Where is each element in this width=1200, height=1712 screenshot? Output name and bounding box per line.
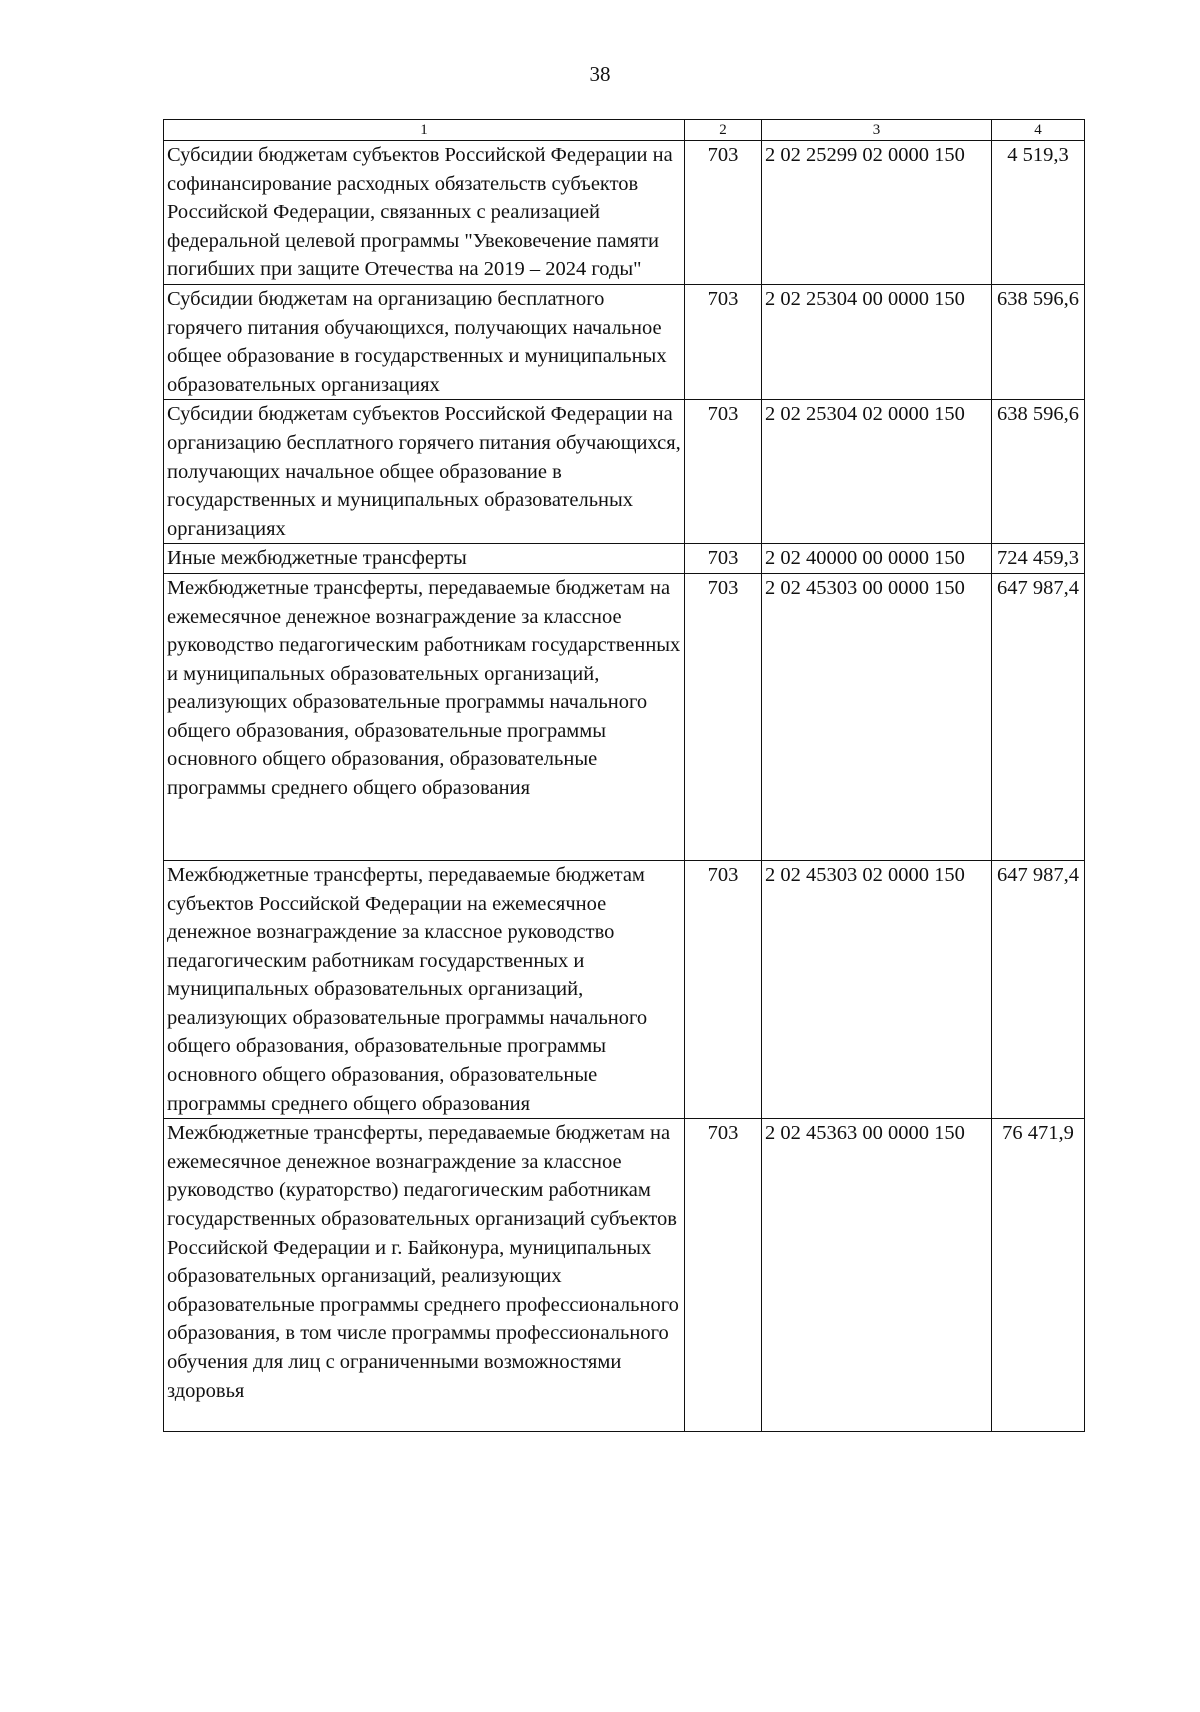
column-header-2: 2	[685, 120, 762, 141]
row-name: Субсидии бюджетам на организацию бесплатного горячего питания обучающихся, получающих начальное общее образование в государственных и муниципальных образовательных организациях	[164, 284, 685, 399]
row-kbk: 2 02 40000 00 0000 150	[762, 544, 992, 574]
table-row	[164, 141, 1085, 285]
row-code: 703	[685, 1119, 762, 1432]
row-name: Межбюджетные трансферты, передаваемые бюджетам на ежемесячное денежное вознаграждение за классное руководство педагогическим работникам государственных и муниципальных образовательных организаций, реализующих образовательные программы начального общего образования, образовательные программы основного общего образования, образовательные программы среднего общего образования	[164, 573, 685, 860]
row-code: 703	[685, 573, 762, 860]
table-row	[164, 1119, 1085, 1432]
table-row	[164, 284, 1085, 399]
row-code: 703	[685, 544, 762, 574]
column-header-3: 3	[762, 120, 992, 141]
row-code: 703	[685, 860, 762, 1118]
row-sum: 724 459,3	[992, 544, 1085, 574]
row-kbk: 2 02 45303 02 0000 150	[762, 860, 992, 1118]
row-sum: 4 519,3	[992, 141, 1085, 285]
row-name: Межбюджетные трансферты, передаваемые бюджетам на ежемесячное денежное вознаграждение за классное руководство (кураторство) педагогическим работникам государственных образовательных организаций субъектов Российской Федерации и г. Байконура, муниципальных образовательных организаций, реализующих образовательные программы среднего профессионального образования, в том числе программы профессионального обучения для лиц с ограниченными возможностями здоровья	[164, 1119, 685, 1432]
row-sum: 76 471,9	[992, 1119, 1085, 1432]
table-row	[164, 400, 1085, 544]
table-row	[164, 860, 1085, 1118]
row-kbk: 2 02 25304 02 0000 150	[762, 400, 992, 544]
table-header-row	[164, 120, 1085, 141]
row-code: 703	[685, 400, 762, 544]
row-name: Иные межбюджетные трансферты	[164, 544, 685, 574]
table-row	[164, 544, 1085, 574]
row-kbk: 2 02 45363 00 0000 150	[762, 1119, 992, 1432]
row-kbk: 2 02 25299 02 0000 150	[762, 141, 992, 285]
row-sum: 647 987,4	[992, 860, 1085, 1118]
row-code: 703	[685, 284, 762, 399]
row-name: Субсидии бюджетам субъектов Российской Федерации на софинансирование расходных обязательств субъектов Российской Федерации, связанных с реализацией федеральной целевой программы "Увековечение памяти погибших при защите Отечества на 2019 – 2024 годы"	[164, 141, 685, 285]
row-name: Субсидии бюджетам субъектов Российской Федерации на организацию бесплатного горячего питания обучающихся, получающих начальное общее образование в государственных и муниципальных образовательных организациях	[164, 400, 685, 544]
row-sum: 638 596,6	[992, 284, 1085, 399]
page-number: 38	[589, 62, 611, 86]
table-row	[164, 573, 1085, 860]
row-sum: 647 987,4	[992, 573, 1085, 860]
budget-table	[163, 119, 1085, 1432]
column-header-1: 1	[164, 120, 685, 141]
row-name: Межбюджетные трансферты, передаваемые бюджетам субъектов Российской Федерации на ежемесячное денежное вознаграждение за классное руководство педагогическим работникам государственных и муниципальных образовательных организаций, реализующих образовательные программы начального общего образования, образовательные программы основного общего образования, образовательные программы среднего общего образования	[164, 860, 685, 1118]
row-kbk: 2 02 45303 00 0000 150	[762, 573, 992, 860]
row-kbk: 2 02 25304 00 0000 150	[762, 284, 992, 399]
row-code: 703	[685, 141, 762, 285]
column-header-4: 4	[992, 120, 1085, 141]
row-sum: 638 596,6	[992, 400, 1085, 544]
